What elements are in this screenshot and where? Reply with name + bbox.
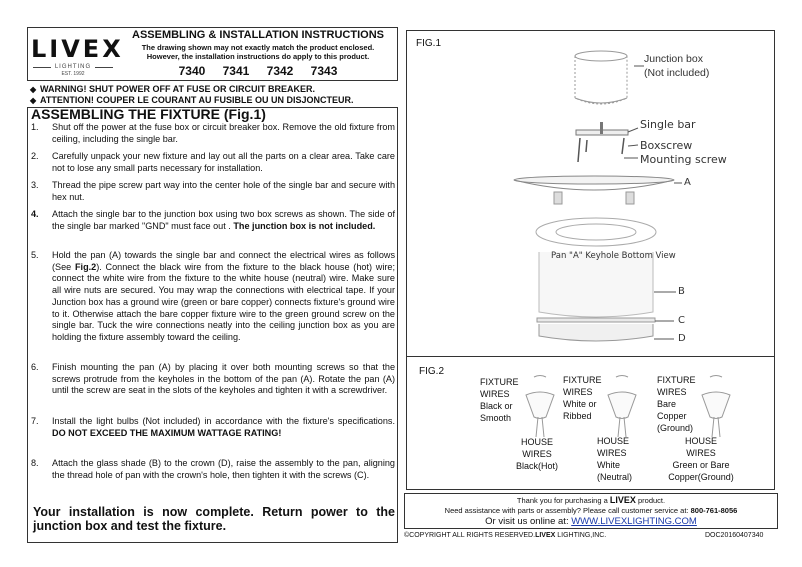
step-number: 5. — [31, 250, 39, 260]
fixture-wires-black: FIXTURE WIRES Black or Smooth — [480, 377, 519, 423]
document-title: ASSEMBLING & INSTALLATION INSTRUCTIONS — [132, 29, 384, 41]
step-number: 7. — [31, 416, 39, 426]
junction-box-label: Junction box — [644, 53, 703, 65]
step-text: Hold the pan (A) towards the single bar and connect the electrical wires as follows (See Fig.2). Connect the black wire from the fixture to the black house (hot) wire; connect the white wire from the fixture to the white house (neutral) wire. Make sure all wire nuts are secured. You may wrap the connections with electrical tape. If your Junction box has a ground wire (green or bare copper) connects fixture's ground wire to it. Otherwise attach the bare copper fixture wire to the green ground screw on the single bar. Tuck the wire connections neatly into the ceiling junction box as you are holding the fixture assembly toward the ceiling. — [52, 250, 395, 342]
step-3 — [31, 180, 395, 203]
pan-a-drawing — [514, 176, 674, 204]
footer-assist: Need assistance with parts or assembly? Please call customer service at: 800-761-8056 — [444, 506, 738, 515]
footer-brand: LIVEX — [609, 495, 636, 505]
fixture-wires-white: FIXTURE WIRES White or Ribbed — [563, 375, 602, 421]
keyhole-view-drawing — [536, 218, 656, 246]
part-c-label: C — [678, 315, 685, 326]
step-text: Install the light bulbs (Not included) in accordance with the fixture's specifications. DO NOT EXCEED THE MAXIMUM WATTAGE RATING! — [52, 416, 395, 438]
step-text: Thread the pipe screw part way into the center hole of the single bar and secure with hex nut. — [52, 180, 395, 202]
brand-wordmark: LIVEX — [31, 35, 124, 63]
warning-french: ◆ ATTENTION! COUPER LE COURANT AU FUSIBLE OU UN DISJONCTEUR. — [30, 95, 354, 105]
step-7 — [31, 416, 395, 439]
wire-connection-1 — [526, 376, 554, 438]
screws-c-drawing — [537, 318, 655, 322]
footer-thanks: Thank you for purchasing a LIVEX product. — [516, 495, 666, 505]
document-code: DOC20160407340 — [705, 532, 764, 539]
step-number: 3. — [31, 180, 39, 190]
keyhole-view-label: Pan "A" Keyhole Bottom View — [551, 251, 676, 261]
mounting-screw-label: Mounting screw — [640, 153, 727, 166]
closing-statement: Your installation is now complete. Return power to the junction box and test the fixture. — [33, 505, 395, 533]
step-number: 6. — [31, 362, 39, 372]
disclaimer-line-2: However, the installation instructions do apply to this product. — [146, 52, 370, 61]
step-2 — [31, 151, 395, 174]
step-4 — [31, 209, 395, 232]
leader-boxscrew — [628, 145, 638, 146]
part-a-label: A — [684, 177, 691, 188]
boxscrew-label: Boxscrew — [640, 139, 693, 152]
fixture-wires-copper: FIXTURE WIRES Bare Copper (Ground) — [657, 375, 696, 433]
step-number: 4. — [31, 209, 39, 219]
single-bar-drawing — [576, 122, 628, 135]
fig1-exploded-diagram — [406, 30, 775, 356]
brand-est: EST. 1992 — [61, 71, 85, 77]
glass-shade-drawing — [539, 252, 653, 317]
house-wires-black: HOUSE WIRES Black(Hot) — [516, 437, 559, 471]
brand-logo — [31, 35, 124, 77]
step-emphasis: DO NOT EXCEED THE MAXIMUM WATTAGE RATING! — [52, 427, 282, 438]
section-title: ASSEMBLING THE FIXTURE (Fig.1) — [31, 106, 266, 122]
single-bar-label: Single bar — [640, 118, 696, 131]
step-6 — [31, 362, 395, 397]
step-number: 8. — [31, 458, 39, 468]
figure-reference: Fig.2 — [74, 261, 97, 272]
model-numbers: 7340 7341 7342 7343 — [178, 64, 338, 78]
step-emphasis: The junction box is not included. — [233, 220, 376, 231]
diamond-bullet-icon: ◆ — [30, 96, 37, 105]
step-text: Attach the single bar to the junction box using two box screws as shown. The side of the single bar marked "GND" must face out . The junction box is not included. — [52, 209, 395, 231]
not-included-label: (Not included) — [644, 67, 710, 79]
step-8 — [31, 458, 395, 481]
junction-box-drawing — [575, 51, 627, 104]
step-text: Finish mounting the pan (A) by placing it over both mounting screws so that the screws protrude from the keyholes in the bottom of the pan (A). Rotate the pan (A) until the screw are seat in the slots of the keyholes and tighten it with a screwdriver. — [52, 362, 395, 396]
step-number: 1. — [31, 122, 39, 132]
boxscrew-drawing — [578, 138, 624, 162]
copyright-notice: ©COPYRIGHT ALL RIGHTS RESERVED.LIVEX LIGHTING,INC. — [404, 532, 607, 539]
part-b-label: B — [678, 286, 685, 297]
copyright-brand: LIVEX — [535, 532, 556, 539]
website-link[interactable]: WWW.LIVEXLIGHTING.COM — [571, 516, 697, 527]
diamond-bullet-icon: ◆ — [30, 85, 37, 94]
brand-sub: LIGHTING — [54, 64, 92, 70]
house-wires-white: HOUSE WIRES White (Neutral) — [597, 436, 633, 482]
step-text: Attach the glass shade (B) to the crown (D), raise the assembly to the pan, aligning the thread hole of pan with the crown's hole, then tighten it with the screws (C). — [52, 458, 395, 480]
step-5 — [31, 250, 395, 344]
wire-connection-2 — [608, 376, 636, 438]
fig2-label: FIG.2 — [419, 366, 445, 377]
phone-number: 800-761-8056 — [690, 506, 738, 515]
crown-d-drawing — [539, 324, 653, 341]
wire-connection-3 — [702, 376, 730, 438]
step-number: 2. — [31, 151, 39, 161]
house-wires-ground: HOUSE WIRES Green or Bare Copper(Ground) — [668, 436, 734, 482]
step-text: Shut off the power at the fuse box or circuit breaker box. Remove the old fixture from ceiling, including the single bar. — [52, 122, 395, 144]
leader-single-bar — [628, 128, 638, 132]
footer-online: Or visit us online at: WWW.LIVEXLIGHTING.COM — [485, 516, 697, 527]
fig1-label: FIG.1 — [416, 38, 442, 49]
warning-english: ◆ WARNING! SHUT POWER OFF AT FUSE OR CIRCUIT BREAKER. — [30, 84, 315, 94]
disclaimer-line-1: The drawing shown may not exactly match the product enclosed. — [141, 43, 375, 52]
step-1 — [31, 122, 395, 145]
part-d-label: D — [678, 333, 686, 344]
step-text: Carefully unpack your new fixture and lay out all the parts on a clear area. Take care not to lose any small parts necessary for installation. — [52, 151, 395, 173]
